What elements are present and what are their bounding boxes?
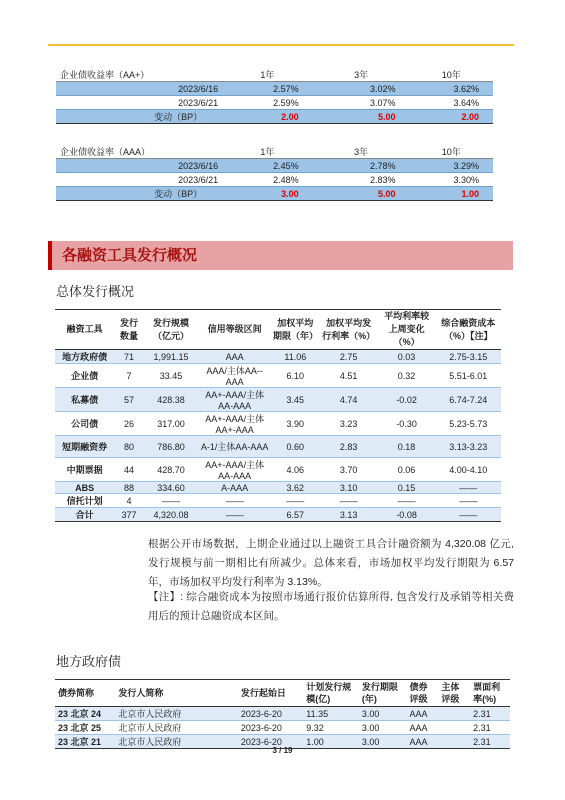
- table-cell: 6.10: [271, 364, 320, 388]
- section-banner: [48, 241, 513, 270]
- value-cell: 2.83%: [313, 173, 410, 187]
- table-cell: 4,320.08: [144, 508, 199, 522]
- banner-accent-bar: [48, 241, 52, 270]
- table-row: [55, 412, 501, 436]
- table-cell: 428.70: [144, 458, 199, 482]
- table-cell: 7: [114, 364, 143, 388]
- bond-name: 23 北京 21: [55, 735, 115, 749]
- local-bond-table: [55, 679, 510, 749]
- change-row: [56, 187, 493, 201]
- value-cell: 3.64%: [410, 96, 493, 110]
- change-value: 5.00: [313, 187, 410, 201]
- table-cell: ——: [198, 508, 271, 522]
- table-header-row: [55, 310, 501, 350]
- value-cell: 3.07%: [313, 96, 410, 110]
- table-cell: -0.08: [378, 508, 436, 522]
- table-cell: 26: [114, 412, 143, 436]
- table-cell: AAA: [198, 350, 271, 364]
- table-cell: 3.00: [359, 707, 407, 721]
- table-row: [56, 96, 493, 110]
- table-cell: 2.31: [470, 707, 510, 721]
- table-cell: 2.31: [470, 721, 510, 735]
- table-cell: ——: [436, 508, 501, 522]
- col-header: 平均利率较上周变化（%）: [378, 310, 436, 350]
- table-row: [56, 173, 493, 187]
- col-header: 计划发行规模(亿): [303, 680, 359, 707]
- table-cell: 北京市人民政府: [115, 735, 237, 749]
- table-cell: ——: [198, 494, 271, 508]
- table-cell: 44: [114, 458, 143, 482]
- table-cell: 33.45: [144, 364, 199, 388]
- date-cell: 2023/6/21: [56, 173, 222, 187]
- table-cell: ——: [144, 494, 199, 508]
- table-cell: 3.00: [359, 735, 407, 749]
- change-value: 2.00: [222, 110, 313, 124]
- table-cell: 786.80: [144, 436, 199, 458]
- table-cell: 3.90: [271, 412, 320, 436]
- table-cell: ——: [271, 494, 320, 508]
- col-header: 加权平均发行利率（%）: [320, 310, 378, 350]
- table-row: [55, 494, 501, 508]
- table-cell: AA+-AAA/主体AA-AAA: [198, 388, 271, 412]
- table-header-row: [56, 145, 493, 159]
- col-header: 10年: [410, 68, 493, 82]
- bond-name: 23 北京 25: [55, 721, 115, 735]
- table-cell: 1.00: [303, 735, 359, 749]
- date-cell: 2023/6/16: [56, 82, 222, 96]
- date-cell: 2023/6/21: [56, 96, 222, 110]
- col-header: 主体评级: [438, 680, 470, 707]
- table-cell: 3.13-3.23: [436, 436, 501, 458]
- table-cell: 0.03: [378, 350, 436, 364]
- table-cell: 57: [114, 388, 143, 412]
- table-cell: AAA/主体AA--AAA: [198, 364, 271, 388]
- table-row: [55, 721, 510, 735]
- col-header: 发行期限(年): [359, 680, 407, 707]
- header-rule: [48, 44, 514, 46]
- table-row: [55, 436, 501, 458]
- table-row: [55, 707, 510, 721]
- col-header: 发行人简称: [115, 680, 237, 707]
- col-header: 票面利率(%): [470, 680, 510, 707]
- col-header: 3年: [313, 68, 410, 82]
- table-header-row: [56, 68, 493, 82]
- table-cell: 88: [114, 482, 143, 494]
- yield-table-aa-plus: [56, 68, 493, 124]
- col-header: 信用等级区间: [198, 310, 271, 350]
- table-cell: 3.00: [359, 721, 407, 735]
- table-header-row: [55, 680, 510, 707]
- col-header: 1年: [222, 68, 313, 82]
- instrument-name: 信托计划: [55, 494, 114, 508]
- table-cell: 377: [114, 508, 143, 522]
- col-header: 债券简称: [55, 680, 115, 707]
- table-cell: 2023-6-20: [238, 707, 303, 721]
- col-header: 加权平均期限（年）: [271, 310, 320, 350]
- table-cell: 11.06: [271, 350, 320, 364]
- table-cell: 2023-6-20: [238, 721, 303, 735]
- table-cell: 0.06: [378, 458, 436, 482]
- change-label: 变动（BP）: [56, 110, 222, 124]
- local-govt-heading: 地方政府债: [56, 654, 122, 669]
- table-cell: 3.13: [320, 508, 378, 522]
- table-cell: ——: [436, 494, 501, 508]
- issuance-table: [55, 309, 501, 522]
- table-cell: A-1/主体AA-AAA: [198, 436, 271, 458]
- page-number: 3 / 19: [272, 746, 293, 755]
- table-cell: 2.75-3.15: [436, 350, 501, 364]
- table-cell: AAA: [407, 721, 439, 735]
- table-cell: 317.00: [144, 412, 199, 436]
- table-cell: ——: [436, 482, 501, 494]
- table-cell: 4.06: [271, 458, 320, 482]
- table-cell: 9.32: [303, 721, 359, 735]
- table-cell: 6.74-7.24: [436, 388, 501, 412]
- table-cell: 2.83: [320, 436, 378, 458]
- note-paragraph: 【注】: 综合融资成本为按照市场通行报价估算所得, 包含发行及承销等相关费用后的预计总融资成本区间。: [148, 591, 514, 622]
- table-cell: 3.23: [320, 412, 378, 436]
- bond-name: 23 北京 24: [55, 707, 115, 721]
- value-cell: 2.57%: [222, 82, 313, 96]
- instrument-name: 合计: [55, 508, 114, 522]
- table-cell: 5.51-6.01: [436, 364, 501, 388]
- table-cell: AA+-AAA/主体AA-AAA: [198, 458, 271, 482]
- value-cell: 2.45%: [222, 159, 313, 173]
- instrument-name: 公司债: [55, 412, 114, 436]
- table-cell: [438, 707, 470, 721]
- table-row: [55, 508, 501, 522]
- table-cell: 0.32: [378, 364, 436, 388]
- table-cell: ——: [378, 494, 436, 508]
- table-cell: 北京市人民政府: [115, 721, 237, 735]
- col-header: 3年: [313, 145, 410, 159]
- col-header: 融资工具: [55, 310, 114, 350]
- col-header: 发行数量: [114, 310, 143, 350]
- table-cell: 2.75: [320, 350, 378, 364]
- table-cell: 4.51: [320, 364, 378, 388]
- table-cell: 3.70: [320, 458, 378, 482]
- table-cell: 0.15: [378, 482, 436, 494]
- table-cell: 3.45: [271, 388, 320, 412]
- table-cell: 3.10: [320, 482, 378, 494]
- change-row: [56, 110, 493, 124]
- col-header: 发行起始日: [238, 680, 303, 707]
- table-title: 企业债收益率（AAA）: [56, 145, 222, 159]
- table-cell: 428.38: [144, 388, 199, 412]
- value-cell: 3.30%: [410, 173, 493, 187]
- table-row: [56, 82, 493, 96]
- col-header: 综合融资成本（%）【注】: [436, 310, 501, 350]
- change-label: 变动（BP）: [56, 187, 222, 201]
- value-cell: 3.02%: [313, 82, 410, 96]
- col-header: 发行规模（亿元）: [144, 310, 199, 350]
- yield-table-aaa: [56, 145, 493, 201]
- value-cell: 2.48%: [222, 173, 313, 187]
- table-row: [56, 159, 493, 173]
- table-row: [55, 364, 501, 388]
- table-row: [55, 388, 501, 412]
- table-cell: 北京市人民政府: [115, 707, 237, 721]
- table-cell: 11.35: [303, 707, 359, 721]
- table-cell: 2.31: [470, 735, 510, 749]
- date-cell: 2023/6/16: [56, 159, 222, 173]
- table-cell: 4: [114, 494, 143, 508]
- table-cell: -0.30: [378, 412, 436, 436]
- instrument-name: 中期票据: [55, 458, 114, 482]
- col-header: 债券评级: [407, 680, 439, 707]
- instrument-name: 企业债: [55, 364, 114, 388]
- summary-paragraph: 根据公开市场数据，上期企业通过以上融资工具合计融资额为 4,320.08 亿元, 发行规模与前一期相比有所减少。总体来看，市场加权平均发行期限为 6.57 年，市场加权平均发行利率为 3.13%。: [148, 538, 514, 588]
- table-cell: A-AAA: [198, 482, 271, 494]
- table-cell: 4.00-4.10: [436, 458, 501, 482]
- col-header: 1年: [222, 145, 313, 159]
- table-row: [55, 458, 501, 482]
- table-cell: 5.23-5.73: [436, 412, 501, 436]
- table-cell: 334.60: [144, 482, 199, 494]
- table-cell: 1,991.15: [144, 350, 199, 364]
- table-cell: AA+-AAA/主体AA+-AAA: [198, 412, 271, 436]
- table-title: 企业债收益率（AA+）: [56, 68, 222, 82]
- table-cell: 6.57: [271, 508, 320, 522]
- instrument-name: 地方政府债: [55, 350, 114, 364]
- instrument-name: 短期融资券: [55, 436, 114, 458]
- table-cell: 3.62: [271, 482, 320, 494]
- table-cell: 4.74: [320, 388, 378, 412]
- table-cell: -0.02: [378, 388, 436, 412]
- instrument-name: 私募债: [55, 388, 114, 412]
- col-header: 10年: [410, 145, 493, 159]
- change-value: 2.00: [410, 110, 493, 124]
- overview-heading: 总体发行概况: [56, 284, 135, 299]
- table-cell: 0.60: [271, 436, 320, 458]
- table-cell: ——: [320, 494, 378, 508]
- table-cell: 2023-6-20: [238, 735, 303, 749]
- table-cell: [438, 721, 470, 735]
- table-cell: 71: [114, 350, 143, 364]
- section-title: 各融资工具发行概况: [62, 247, 198, 264]
- change-value: 1.00: [410, 187, 493, 201]
- table-row: [55, 350, 501, 364]
- change-value: 3.00: [222, 187, 313, 201]
- value-cell: 2.59%: [222, 96, 313, 110]
- change-value: 5.00: [313, 110, 410, 124]
- value-cell: 3.29%: [410, 159, 493, 173]
- value-cell: 2.78%: [313, 159, 410, 173]
- table-cell: AAA: [407, 707, 439, 721]
- table-row: [55, 482, 501, 494]
- value-cell: 3.62%: [410, 82, 493, 96]
- table-cell: 0.18: [378, 436, 436, 458]
- instrument-name: ABS: [55, 482, 114, 494]
- table-cell: 80: [114, 436, 143, 458]
- table-cell: AAA: [407, 735, 439, 749]
